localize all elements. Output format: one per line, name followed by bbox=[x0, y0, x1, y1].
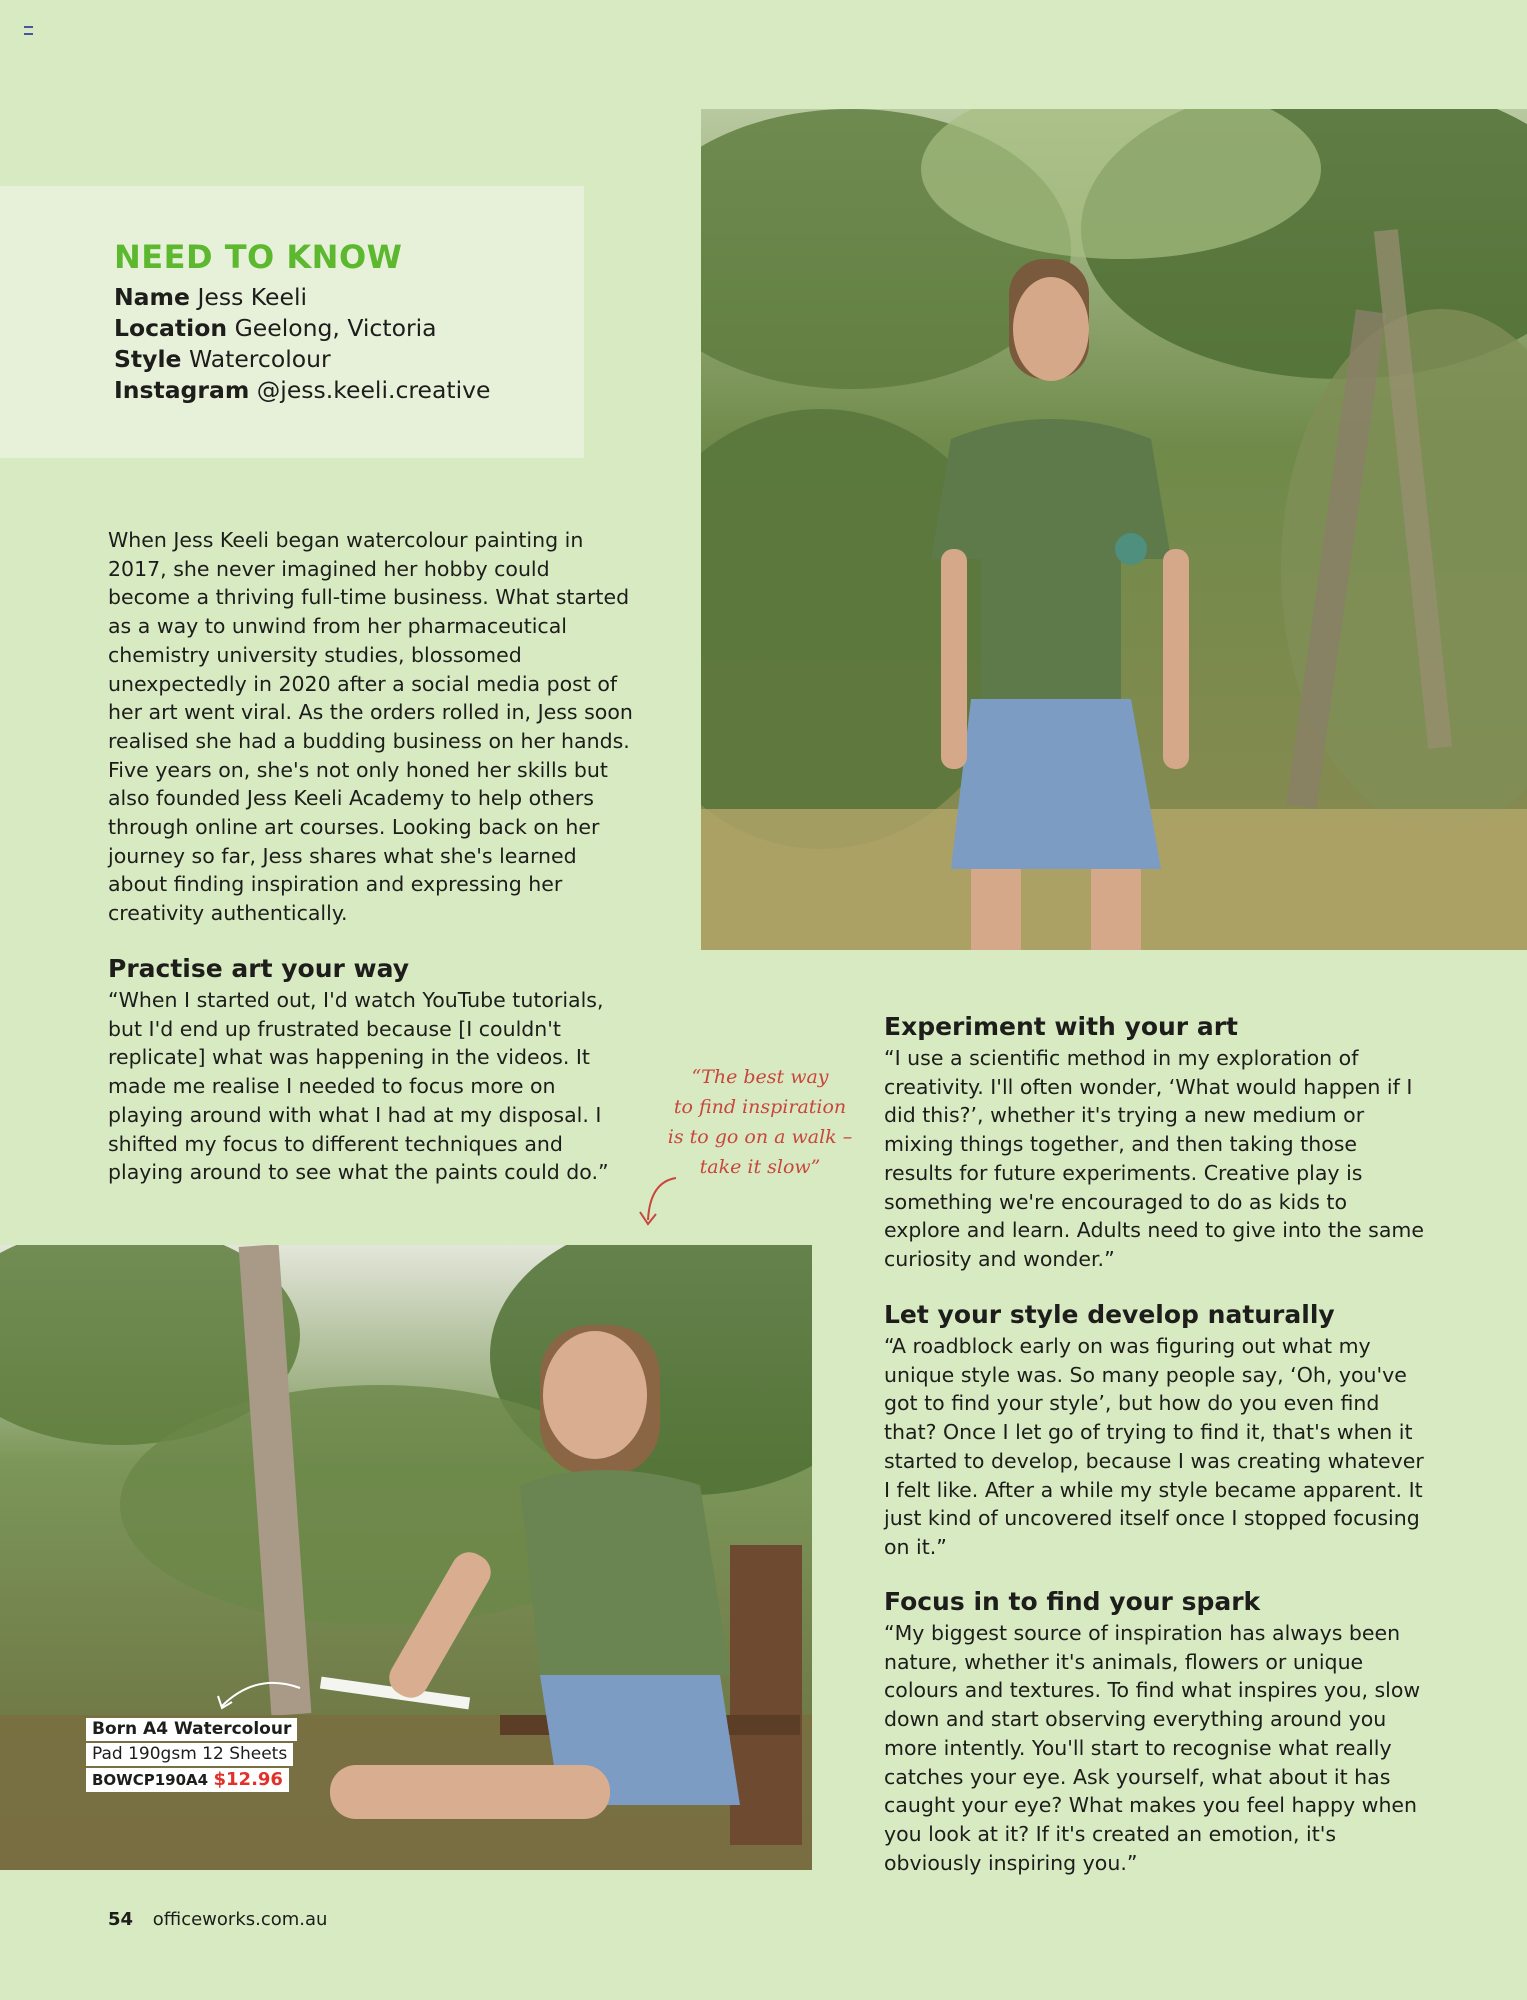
need-to-know-value: Jess Keeli bbox=[197, 283, 307, 311]
need-to-know-value: Watercolour bbox=[188, 345, 331, 373]
intro-paragraph: When Jess Keeli began watercolour painting in 2017, she never imagined her hobby could become a thriving full-time business. What started as a way to unwind from her pharmaceutical chemistry university studies, blossomed unexpectedly in 2020 after a social media post of her art went viral. As the orders rolled in, Jess soon realised she had a budding business on her hands. Five years on, she's not only honed her skills but also founded Jess Keeli Academy to help others through online art courses. Looking back on her journey so far, Jess shares what she's learned about finding inspiration and expressing her creativity authentically. bbox=[108, 528, 633, 926]
product-callout bbox=[86, 1718, 297, 1794]
product-price: $12.96 bbox=[213, 1769, 283, 1790]
pull-quote-line: “The best way bbox=[691, 1066, 829, 1088]
footer-site[interactable]: officeworks.com.au bbox=[152, 1909, 328, 1930]
pull-quote bbox=[660, 1062, 860, 1182]
section-body-style: “A roadblock early on was figuring out what my unique style was. So many people say, ‘Oh, you've got to find your style’, but how do you even find that? Once I let go of trying to find it, that's when it started to develop, because I was creating whatever I felt like. After a while my style became apparent. It just kind of uncovered itself once I stopped focusing on it.” bbox=[884, 1334, 1424, 1559]
section-body-spark: “My biggest source of inspiration has always been nature, whether it's animals, flowers or unique colours and textures. To find what inspires you, slow down and start observing everything around you more intently. You'll start to recognise what really catches your eye. Ask yourself, what about it has caught your eye? What makes you feel happy when you look at it? If it's created an emotion, it's obviously inspiring you.” bbox=[884, 1621, 1421, 1875]
need-to-know-row-name bbox=[114, 282, 491, 313]
need-to-know-list bbox=[114, 282, 491, 406]
need-to-know-label: Name bbox=[114, 283, 190, 311]
need-to-know-label: Location bbox=[114, 314, 228, 342]
section-heading-experiment: Experiment with your art bbox=[884, 1012, 1238, 1041]
need-to-know-row-instagram bbox=[114, 375, 491, 406]
corner-mark bbox=[24, 26, 33, 35]
need-to-know-label: Style bbox=[114, 345, 182, 373]
pull-quote-line: is to go on a walk – bbox=[667, 1126, 853, 1148]
section-body-practise-art: “When I started out, I'd watch YouTube tutorials, but I'd end up frustrated because [I couldn't replicate] what was happening in the videos. It made me realise I needed to focus more on playing around with what I had at my disposal. I shifted my focus to different techniques and playing around to see what the paints could do.” bbox=[108, 988, 609, 1185]
photo-walking-illustration bbox=[701, 109, 1527, 950]
need-to-know-value: Geelong, Victoria bbox=[234, 314, 437, 342]
product-name-line2: Pad 190gsm 12 Sheets bbox=[86, 1743, 293, 1766]
need-to-know-heading: NEED TO KNOW bbox=[114, 238, 403, 276]
callout-arrow-icon bbox=[216, 1668, 306, 1712]
pull-quote-line: to find inspiration bbox=[673, 1096, 847, 1118]
page-number: 54 bbox=[108, 1909, 134, 1930]
curved-arrow-icon bbox=[636, 1172, 686, 1232]
section-body-experiment: “I use a scientific method in my exploration of creativity. I'll often wonder, ‘What would happen if I did this?’, whether it's trying a new medium or mixing things together, and then taking those results for future experiments. Creative play is something we're encouraged to do as kids to explore and learn. Adults need to give into the same curiosity and wonder.” bbox=[884, 1046, 1424, 1271]
need-to-know-row-location bbox=[114, 313, 491, 344]
section-heading-spark: Focus in to find your spark bbox=[884, 1587, 1261, 1616]
product-name-line1: Born A4 Watercolour bbox=[86, 1718, 297, 1741]
section-heading-style: Let your style develop naturally bbox=[884, 1300, 1335, 1329]
photo-walking-in-bush bbox=[701, 109, 1527, 950]
need-to-know-label: Instagram bbox=[114, 376, 250, 404]
section-heading-practise-art: Practise art your way bbox=[108, 954, 410, 983]
pull-quote-line: take it slow” bbox=[699, 1156, 821, 1178]
product-code: BOWCP190A4 bbox=[92, 1771, 209, 1789]
need-to-know-value: @jess.keeli.creative bbox=[256, 376, 491, 404]
product-code-price bbox=[86, 1768, 289, 1792]
page-footer bbox=[108, 1909, 327, 1930]
need-to-know-row-style bbox=[114, 344, 491, 375]
